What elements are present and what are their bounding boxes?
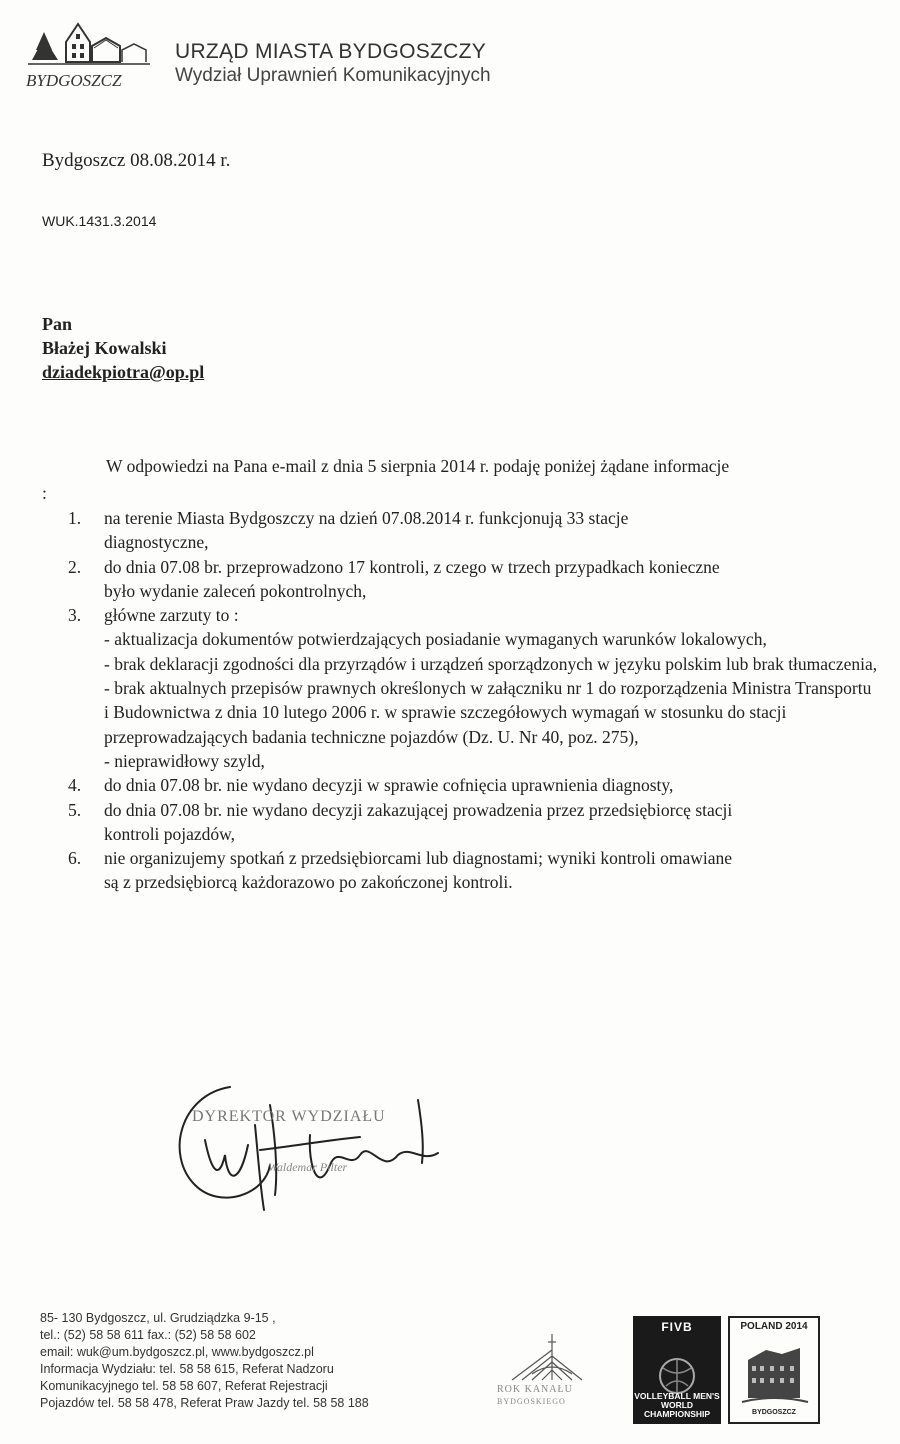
sub-item: - brak deklaracji zgodności dla przyrządów i urządzeń sporządzonych w języku polskim lub brak tłumaczenia, bbox=[104, 653, 878, 674]
rok-line2: BYDGOSKIEGO bbox=[497, 1397, 566, 1406]
rok-line1: ROK KANAŁU bbox=[497, 1384, 573, 1395]
item-line: diagnostyczne, bbox=[104, 532, 209, 553]
list-item bbox=[68, 506, 878, 555]
footer-contact bbox=[40, 1310, 369, 1412]
list-item bbox=[68, 773, 878, 797]
signature bbox=[160, 1045, 450, 1225]
item-line: główne zarzuty to : bbox=[104, 605, 239, 626]
item-line: do dnia 07.08 br. nie wydano decyzji w sprawie cofnięcia uprawnienia diagnosty, bbox=[104, 775, 674, 796]
list-item bbox=[68, 798, 878, 847]
sub-item: - aktualizacja dokumentów potwierdzających posiadanie wymaganych warunków lokalowych, bbox=[104, 629, 767, 650]
poland-2014-badge bbox=[728, 1316, 820, 1424]
item-line: było wydanie zaleceń pokontrolnych, bbox=[104, 580, 367, 601]
footer-line: Pojazdów tel. 58 58 478, Referat Praw Jazdy tel. 58 58 188 bbox=[40, 1396, 369, 1410]
item-number: 5. bbox=[68, 799, 82, 820]
item-line: do dnia 07.08 br. przeprowadzono 17 kontroli, z czego w trzech przypadkach konieczne bbox=[104, 556, 720, 577]
header bbox=[175, 40, 491, 88]
reference-number: WUK.1431.3.2014 bbox=[42, 213, 157, 229]
points-list bbox=[68, 506, 878, 895]
list-item bbox=[68, 603, 878, 773]
intro-text: W odpowiedzi na Pana e-mail z dnia 5 sierpnia 2014 r. podaję poniżej żądane informacje bbox=[106, 456, 730, 476]
item-number: 6. bbox=[68, 848, 82, 869]
stamp-name: Waldemar Pilter bbox=[268, 1160, 348, 1174]
intro-colon: : bbox=[42, 483, 47, 503]
item-line: są z przedsiębiorcą każdorazowo po zakończonej kontroli. bbox=[104, 872, 513, 893]
footer-line: tel.: (52) 58 58 611 fax.: (52) 58 58 602 bbox=[40, 1328, 256, 1342]
footer-line: Informacja Wydziału: tel. 58 58 615, Referat Nadzoru bbox=[40, 1362, 334, 1376]
list-item bbox=[68, 846, 878, 895]
item-line: nie organizujemy spotkań z przedsiębiorcami lub diagnostami; wyniki kontroli omawiane bbox=[104, 848, 733, 869]
recipient-salutation: Pan bbox=[42, 314, 73, 334]
item-line: na terenie Miasta Bydgoszczy na dzień 07.08.2014 r. funkcjonują 33 stacje bbox=[104, 508, 629, 528]
item-line: kontroli pojazdów, bbox=[104, 823, 236, 844]
item-line: do dnia 07.08 br. nie wydano decyzji zakazującej prowadzenia przez przedsiębiorcę stacji bbox=[104, 799, 733, 820]
poland-top: POLAND 2014 bbox=[740, 1321, 808, 1332]
poland-bottom: BYDGOSZCZ bbox=[752, 1409, 796, 1416]
sub-item: - nieprawidłowy szyld, bbox=[104, 750, 265, 771]
item-number: 4. bbox=[68, 775, 82, 796]
list-item bbox=[68, 555, 878, 604]
city-logo bbox=[22, 16, 152, 98]
letter-date: Bydgoszcz 08.08.2014 r. bbox=[42, 150, 231, 171]
item-number: 1. bbox=[68, 508, 82, 528]
stamp-title: DYREKTOR WYDZIAŁU bbox=[192, 1108, 386, 1125]
recipient-email: dziadekpiotra@op.pl bbox=[42, 362, 205, 382]
fivb-top: FIVB bbox=[661, 1320, 693, 1334]
footer-line: 85- 130 Bydgoszcz, ul. Grudziądzka 9-15 , bbox=[40, 1311, 276, 1325]
department-name: Wydział Uprawnień Komunikacyjnych bbox=[175, 65, 491, 86]
logo-text: BYDGOSZCZ bbox=[26, 71, 122, 90]
footer-line: email: wuk@um.bydgoszcz.pl, www.bydgoszcz.pl bbox=[40, 1345, 314, 1359]
footer-line: Komunikacyjnego tel. 58 58 607, Referat Rejestracji bbox=[40, 1379, 328, 1393]
fivb-bottom: VOLLEYBALL MEN'S WORLD CHAMPIONSHIP bbox=[634, 1391, 720, 1419]
recipient-block bbox=[42, 312, 204, 384]
item-number: 2. bbox=[68, 556, 82, 577]
recipient-name: Błażej Kowalski bbox=[42, 338, 167, 358]
org-name: URZĄD MIASTA BYDGOSZCZY bbox=[175, 40, 487, 63]
item-number: 3. bbox=[68, 605, 82, 626]
sub-item: - brak aktualnych przepisów prawnych określonych w załączniku nr 1 do rozporządzenia Ministra Transportu i Budownictwa z dnia 10 lutego 2006 r. w sprawie szczegółowych wymagań w stosunku do stacji przeprowadzających badania techniczne pojazdów (Dz. U. Nr 40, poz. 275), bbox=[104, 678, 872, 747]
arena-icon bbox=[730, 1318, 818, 1422]
